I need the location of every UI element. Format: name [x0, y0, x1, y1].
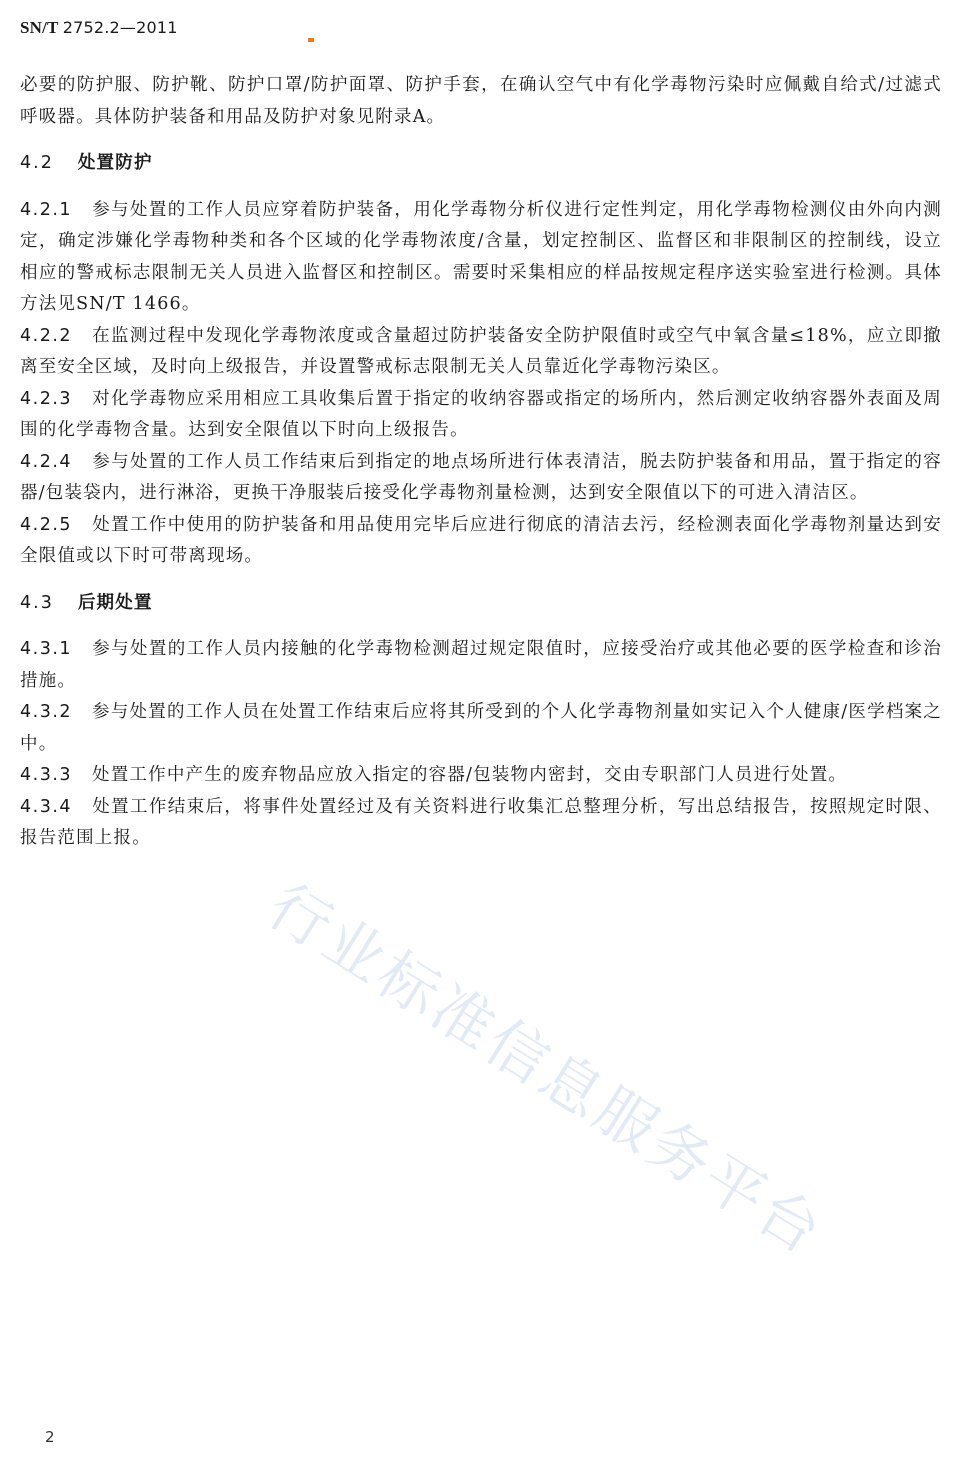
clause-4-2-1: [20, 195, 942, 321]
clause-number: 4.3.1: [20, 639, 73, 659]
clause-text: 参与处置的工作人员内接触的化学毒物检测超过规定限值时，应接受治疗或其他必要的医学检查和诊治措施。: [20, 639, 942, 691]
section-title: 处置防护: [77, 153, 153, 173]
document-code-number: 2752.2—2011: [62, 18, 178, 37]
document-code: [20, 18, 178, 38]
document-code-prefix: SN/T: [20, 18, 59, 37]
clause-4-2-3: [20, 384, 942, 447]
clause-4-2-4: [20, 447, 942, 510]
clause-4-3-3: [20, 760, 942, 792]
clause-number: 4.2.5: [20, 514, 73, 535]
clause-text: 处置工作中使用的防护装备和用品使用完毕后应进行彻底的清洁去污，经检测表面化学毒物剂量达到安全限值或以下时可带离现场。: [20, 514, 942, 566]
clause-number: 4.3.2: [20, 702, 73, 722]
section-heading: [20, 148, 942, 180]
clause-text: 参与处置的工作人员应穿着防护装备，用化学毒物分析仪进行定性判定，用化学毒物检测仪由外向内测定，确定涉嫌化学毒物种类和各个区域的化学毒物浓度/含量，划定控制区、监督区和非限制区的控制线，设立相应的警戒标志限制无关人员进入监督区和控制区。需要时采集相应的样品按规定程序送实验室进行检测。具体方法见SN/T 1466。: [20, 199, 942, 314]
clause-4-3-1: [20, 634, 942, 697]
clause-text: 处置工作中产生的废弃物品应放入指定的容器/包装物内密封，交由专职部门人员进行处置。: [92, 765, 848, 785]
clause-4-3-4: [20, 792, 942, 855]
clause-4-2-5: [20, 510, 942, 573]
page-number: 2: [45, 1428, 55, 1446]
section-number: 4.3: [20, 592, 54, 613]
section-4-3: [20, 588, 942, 855]
clause-4-3-2: [20, 697, 942, 760]
clause-text: 参与处置的工作人员在处置工作结束后应将其所受到的个人化学毒物剂量如实记入个人健康/医学档案之中。: [20, 702, 942, 754]
clause-4-2-2: [20, 321, 942, 384]
section-number: 4.2: [20, 153, 54, 173]
clause-text: 参与处置的工作人员工作结束后到指定的地点场所进行体表清洁，脱去防护装备和用品，置于指定的容器/包装袋内，进行淋浴，更换干净服装后接受化学毒物剂量检测，达到安全限值以下的可进入清洁区。: [20, 451, 942, 503]
clause-number: 4.2.2: [20, 325, 73, 346]
section-title: 后期处置: [77, 592, 153, 613]
clause-number: 4.2.3: [20, 388, 73, 409]
continuation-paragraph: 必要的防护服、防护靴、防护口罩/防护面罩、防护手套，在确认空气中有化学毒物污染时应佩戴自给式/过滤式呼吸器。具体防护装备和用品及防护对象见附录A。: [20, 75, 942, 127]
clause-text: 处置工作结束后，将事件处置经过及有关资料进行收集汇总整理分析，写出总结报告，按照规定时限、报告范围上报。: [20, 796, 942, 848]
section-heading: [20, 588, 942, 620]
clause-text: 在监测过程中发现化学毒物浓度或含量超过防护装备安全防护限值时或空气中氧含量≤18%，应立即撤离至安全区域，及时向上级报告，并设置警戒标志限制无关人员靠近化学毒物污染区。: [20, 325, 942, 377]
clause-text: 对化学毒物应采用相应工具收集后置于指定的收纳容器或指定的场所内，然后测定收纳容器外表面及周围的化学毒物含量。达到安全限值以下时向上级报告。: [20, 388, 942, 440]
section-spacer: [20, 573, 942, 588]
section-4-2: [20, 148, 942, 573]
watermark: 行业标准信息服务平台: [256, 871, 836, 1270]
clause-number: 4.3.3: [20, 765, 73, 785]
clause-number: 4.2.1: [20, 199, 73, 220]
document-body: [20, 70, 942, 855]
orange-mark: [308, 38, 314, 42]
clause-number: 4.2.4: [20, 451, 73, 472]
clause-number: 4.3.4: [20, 796, 73, 817]
